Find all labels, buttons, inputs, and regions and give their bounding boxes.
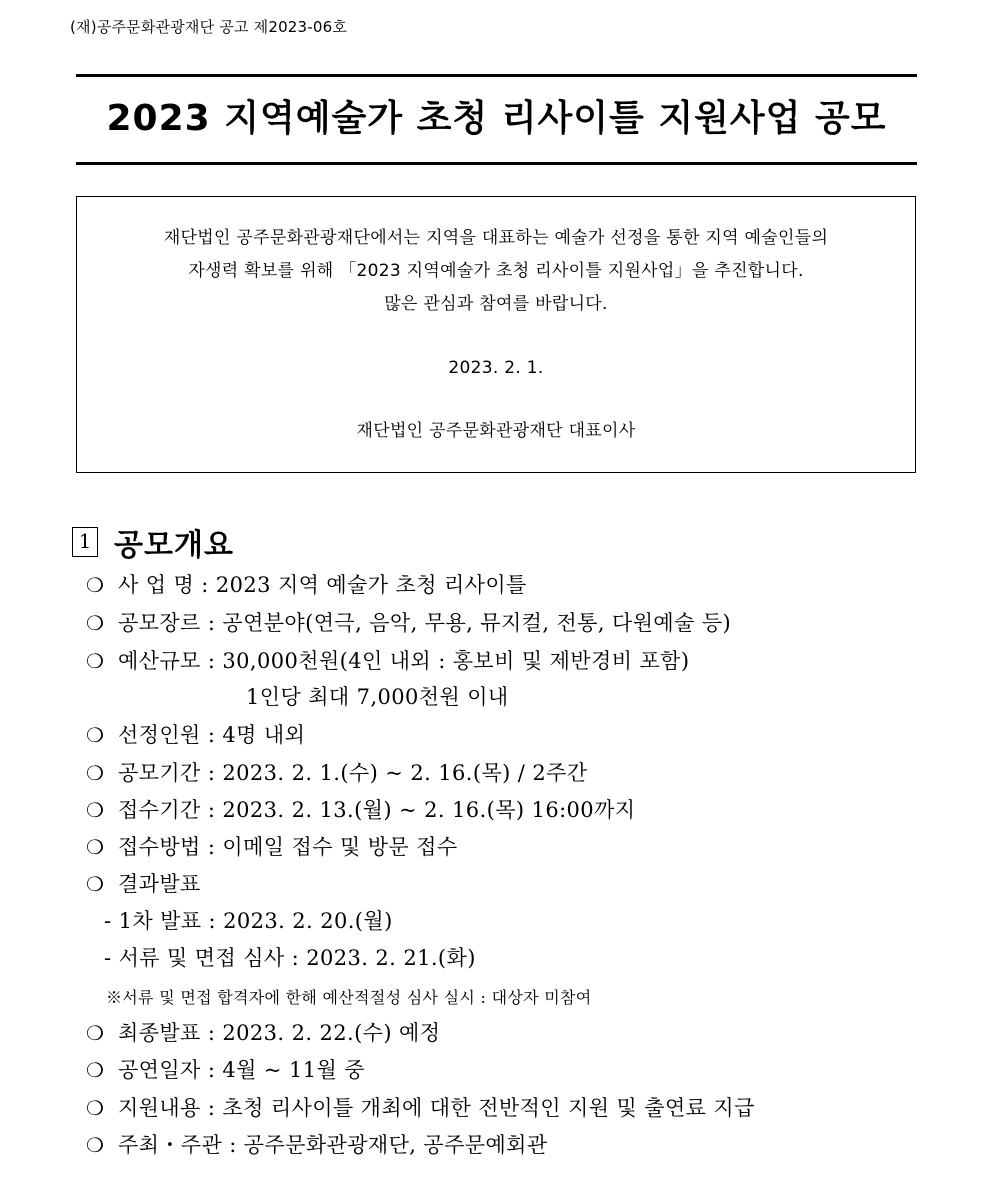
item-value: : 30,000천원(4인 내외 : 홍보비 및 제반경비 포함) (207, 649, 690, 673)
item-budget (86, 646, 689, 676)
item-submission-period (86, 795, 635, 825)
item-value: : 이메일 접수 및 방문 접수 (207, 835, 458, 859)
item-project-name (86, 570, 527, 600)
item-value: : 2023. 2. 1.(수) ~ 2. 16.(목) / 2주간 (207, 761, 588, 785)
intro-signature: 재단법인 공주문화관광재단 대표이사 (356, 421, 636, 441)
intro-date: 2023. 2. 1. (448, 358, 544, 378)
item-results (86, 869, 201, 899)
bullet-icon: ❍ (86, 649, 105, 673)
item-value: : 2023. 2. 22.(수) 예정 (207, 1021, 441, 1045)
result-first: - 1차 발표 : 2023. 2. 20.(월) (104, 909, 393, 933)
item-value: : 공주문화관광재단, 공주문예회관 (229, 1133, 548, 1157)
bullet-icon: ❍ (86, 1058, 105, 1082)
item-call-period (86, 758, 587, 788)
item-label: 최종발표 (118, 1021, 201, 1045)
document-title: 2023 지역예술가 초청 리사이틀 지원사업 공모 (106, 98, 887, 139)
item-label: 지원내용 (118, 1096, 201, 1120)
item-label: 결과발표 (118, 872, 201, 896)
section-number-box: 1 (72, 527, 98, 557)
intro-line-1: 재단법인 공주문화관광재단에서는 지역을 대표하는 예술가 선정을 통한 지역 예술인들의 (163, 228, 829, 248)
section-heading (72, 522, 234, 562)
title-top-rule (76, 74, 917, 77)
bullet-icon: ❍ (86, 835, 105, 859)
bullet-icon: ❍ (86, 573, 105, 597)
item-label: 예산규모 (118, 649, 201, 673)
item-final-announcement (86, 1018, 440, 1048)
bullet-icon: ❍ (86, 872, 105, 896)
bullet-icon: ❍ (86, 761, 105, 785)
item-value: : 초청 리사이틀 개최에 대한 전반적인 지원 및 출연료 지급 (207, 1096, 755, 1120)
bullet-icon: ❍ (86, 723, 105, 747)
item-label: 공모장르 (118, 611, 201, 635)
item-genre (86, 608, 731, 638)
item-value: : 2023. 2. 13.(월) ~ 2. 16.(목) 16:00까지 (207, 798, 636, 822)
bullet-icon: ❍ (86, 1096, 105, 1120)
intro-box (76, 196, 916, 473)
result-note: ※서류 및 면접 합격자에 한해 예산적절성 심사 실시 : 대상자 미참여 (106, 988, 592, 1007)
item-label: 선정인원 (118, 723, 201, 747)
item-selection-count (86, 720, 305, 750)
item-label: 접수방법 (118, 835, 201, 859)
item-label: 공모기간 (118, 761, 201, 785)
item-label: 공연일자 (118, 1058, 201, 1082)
bullet-icon: ❍ (86, 1021, 105, 1045)
item-support-content (86, 1093, 755, 1123)
item-host-organizer (86, 1130, 548, 1160)
bullet-icon: ❍ (86, 798, 105, 822)
item-value: : 2023 지역 예술가 초청 리사이틀 (201, 573, 527, 597)
title-bottom-rule (76, 162, 917, 165)
item-value: : 4월 ~ 11월 중 (207, 1058, 365, 1082)
item-value: : 4명 내외 (207, 723, 306, 747)
item-performance-dates (86, 1055, 365, 1085)
item-label: 주최・주관 (118, 1133, 223, 1157)
intro-line-2: 자생력 확보를 위해 「2023 지역예술가 초청 리사이틀 지원사업」을 추진합니다. (188, 261, 804, 281)
item-value: : 공연분야(연극, 음악, 무용, 뮤지컬, 전통, 다원예술 등) (207, 611, 732, 635)
item-label: 사 업 명 (118, 573, 195, 597)
bullet-icon: ❍ (86, 1133, 105, 1157)
notice-number: (재)공주문화관광재단 공고 제2023-06호 (70, 18, 348, 36)
result-second: - 서류 및 면접 심사 : 2023. 2. 21.(화) (104, 946, 476, 970)
bullet-icon: ❍ (86, 611, 105, 635)
item-budget-continuation: 1인당 최대 7,000천원 이내 (246, 685, 509, 709)
intro-line-3: 많은 관심과 참여를 바랍니다. (384, 294, 608, 314)
item-label: 접수기간 (118, 798, 201, 822)
item-submission-method (86, 832, 458, 862)
section-title: 공모개요 (114, 528, 234, 563)
